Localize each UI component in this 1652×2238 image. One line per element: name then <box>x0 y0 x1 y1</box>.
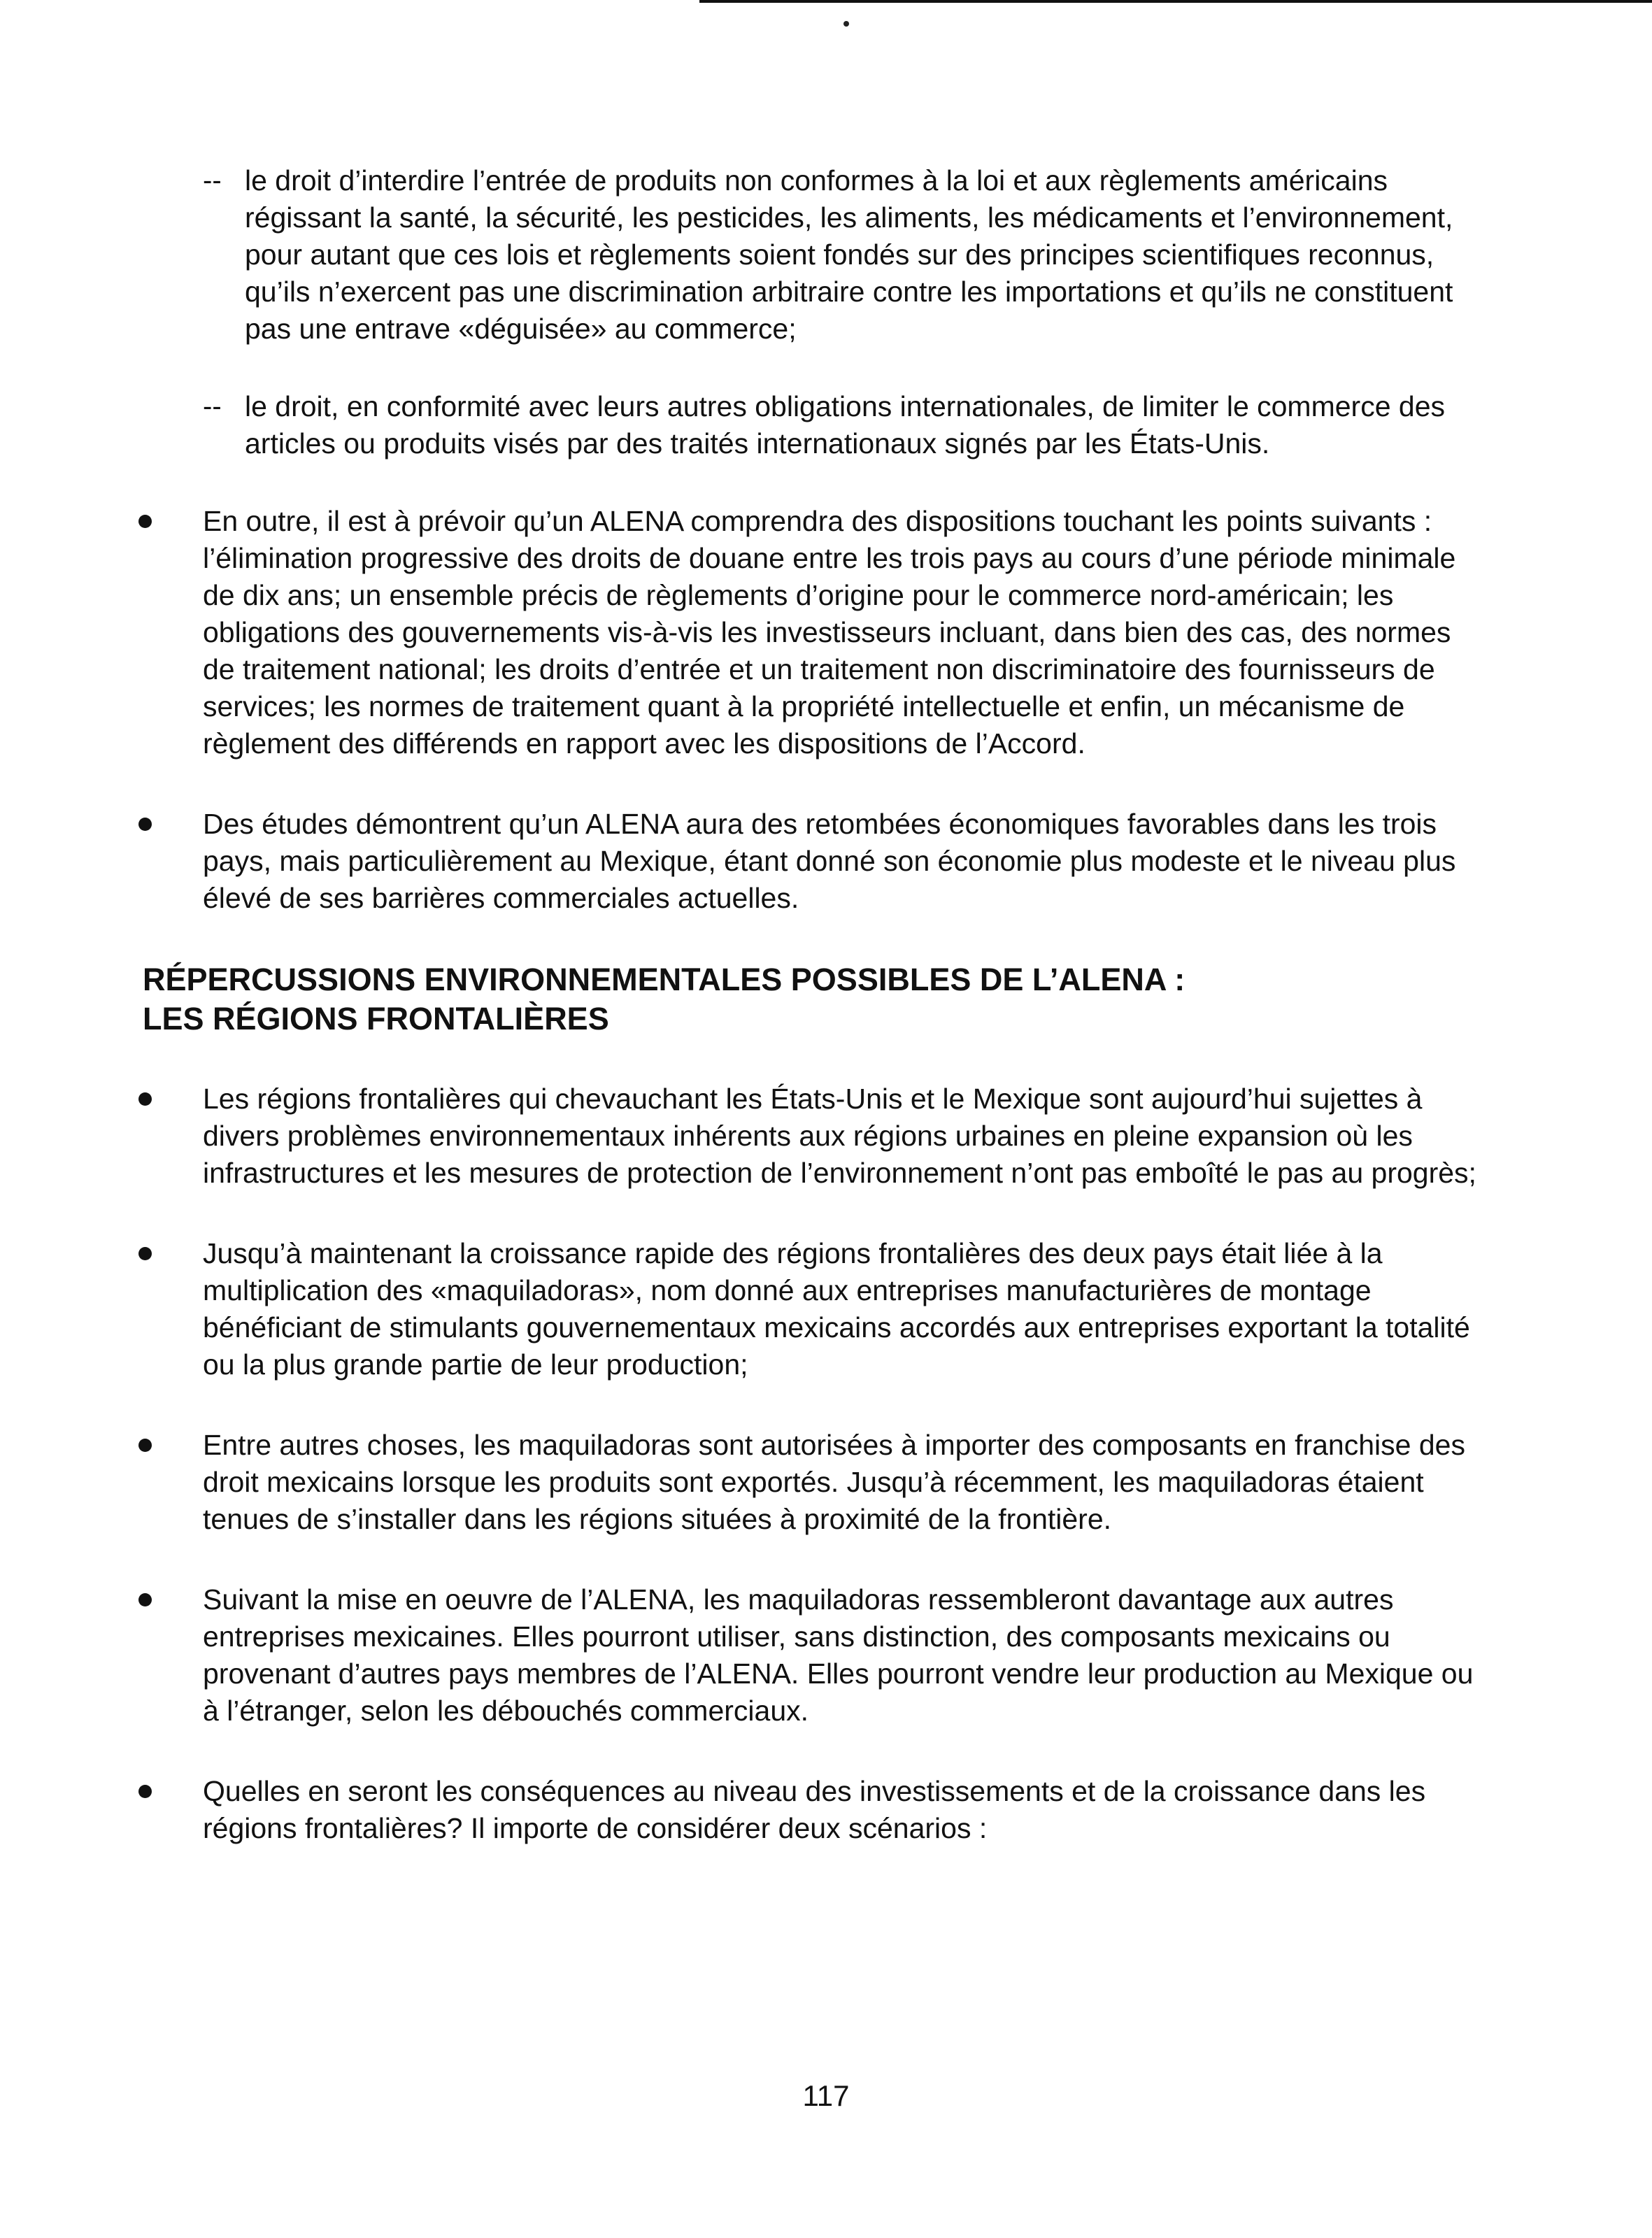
bullet-text: Jusqu’à maintenant la croissance rapide des régions frontalières des deux pays était liée à la multiplication des «maquiladoras», nom donné aux entreprises manufacturières de montage bénéficiant de stimulants gouvernementaux mexicains accordés aux entreprises exportant la totalité ou la plus grande partie de leur production; <box>203 1237 1470 1381</box>
bullet-text: En outre, il est à prévoir qu’un ALENA comprendra des dispositions touchant les points suivants : l’élimination progressive des droits de douane entre les trois pays au cours d’une période minimale de dix ans; un ensemble précis de règlements d’origine pour le commerce nord-américain; les obligations des gouvernements vis-à-vis les investisseurs incluant, dans bien des cas, des normes de traitement national; les droits d’entrée et un traitement non discriminatoire des fournisseurs de services; les normes de traitement quant à la propriété intellectuelle et enfin, un mécanisme de règlement des différends en rapport avec les dispositions de l’Accord. <box>203 505 1456 760</box>
bullet-icon <box>133 1773 203 1810</box>
document-page <box>133 162 1490 1890</box>
dash-list-item <box>203 162 1490 348</box>
bullet-list-item <box>133 1081 1490 1192</box>
bullet-icon <box>133 503 203 540</box>
page-number: 117 <box>802 2079 850 2112</box>
dash-list-item <box>203 388 1490 462</box>
bullet-list-item <box>133 1235 1490 1383</box>
bullet-text: Des études démontrent qu’un ALENA aura des retombées économiques favorables dans les trois pays, mais particulièrement au Mexique, étant donné son économie plus modeste et le niveau plus élevé de ses barrières commerciales actuelles. <box>203 808 1456 914</box>
section-heading-line-1: RÉPERCUSSIONS ENVIRONNEMENTALES POSSIBLES DE L’ALENA : <box>143 962 1185 997</box>
bullet-list-item <box>133 1773 1490 1847</box>
bullet-text: Les régions frontalières qui chevauchant les États-Unis et le Mexique sont aujourd’hui sujettes à divers problèmes environnementaux inhérents aux régions urbaines en pleine expansion où les infrastructures et les mesures de protection de l’environnement n’ont pas emboîté le pas au progrès; <box>203 1083 1476 1189</box>
dash-item-text: le droit, en conformité avec leurs autres obligations internationales, de limiter le commerce des articles ou produits visés par des traités internationaux signés par les États-Unis. <box>245 390 1445 459</box>
scan-artifact-dot <box>843 21 849 27</box>
section-heading <box>143 960 1490 1039</box>
bullet-list-item <box>133 1427 1490 1538</box>
dash-item-text: le droit d’interdire l’entrée de produits non conformes à la loi et aux règlements américains régissant la santé, la sécurité, les pesticides, les aliments, les médicaments et l’environnement, pour autant que ces lois et règlements soient fondés sur des principes scientifiques reconnus, qu’ils n’exercent pas une discrimination arbitraire contre les importations et qu’ils ne constituent pas une entrave «déguisée» au commerce; <box>245 164 1453 345</box>
bullet-text: Suivant la mise en oeuvre de l’ALENA, les maquiladoras ressembleront davantage aux autres entreprises mexicaines. Elles pourront utiliser, sans distinction, des composants mexicains ou provenant d’autres pays membres de l’ALENA. Elles pourront vendre leur production au Mexique ou à l’étranger, selon les débouchés commerciaux. <box>203 1583 1474 1727</box>
bullet-list-item <box>133 806 1490 917</box>
top-rule <box>699 0 1652 3</box>
dash-marker: -- <box>203 391 222 422</box>
bullet-list-item <box>133 1581 1490 1730</box>
section-heading-line-2: LES RÉGIONS FRONTALIÈRES <box>143 1001 609 1036</box>
bullet-icon <box>133 1235 203 1272</box>
bullet-icon <box>133 1081 203 1118</box>
bullet-icon <box>133 806 203 843</box>
dash-marker: -- <box>203 165 222 196</box>
bullet-icon <box>133 1427 203 1464</box>
bullet-text: Entre autres choses, les maquiladoras sont autorisées à importer des composants en franchise des droit mexicains lorsque les produits sont exportés. Jusqu’à récemment, les maquiladoras étaient tenues de s’installer dans les régions situées à proximité de la frontière. <box>203 1429 1465 1535</box>
bullet-icon <box>133 1581 203 1618</box>
bullet-list-item <box>133 503 1490 762</box>
bullet-text: Quelles en seront les conséquences au niveau des investissements et de la croissance dans les régions frontalières? Il importe de considérer deux scénarios : <box>203 1775 1426 1844</box>
